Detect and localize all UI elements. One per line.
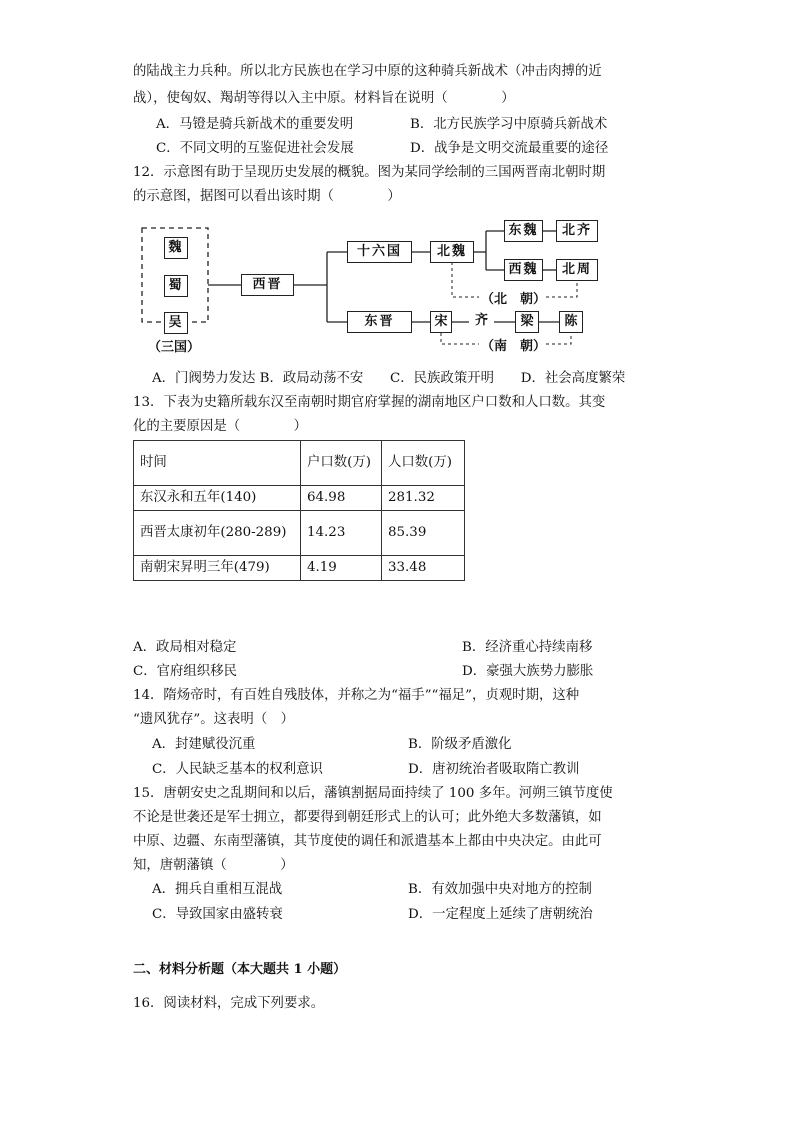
label-nanchao: （南 朝） <box>481 339 547 354</box>
table-cell: 4.19 <box>301 556 382 581</box>
table-cell: 64.98 <box>301 486 382 511</box>
q11-option-c: C．不同文明的互鉴促进社会发展 <box>156 141 354 156</box>
label-beichao: （北 朝） <box>481 292 547 307</box>
table-cell: 西晋太康初年(280-289) <box>134 511 301 556</box>
q12-options: A．门阀势力发达 B．政局动荡不安 C．民族政策开明 D．社会高度繁荣 <box>152 371 626 386</box>
q14-option-d: D．唐初统治者吸取隋亡教训 <box>408 762 580 777</box>
table-cell: 14.23 <box>301 511 382 556</box>
q11-option-d: D．战争是文明交流最重要的途径 <box>410 141 609 156</box>
table-cell: 281.32 <box>382 486 465 511</box>
box-song: 宋 <box>430 311 452 333</box>
q15-option-a: A．拥兵自重相互混战 <box>152 882 283 897</box>
table-row <box>134 556 465 581</box>
q15-option-d: D．一定程度上延续了唐朝统治 <box>408 907 593 922</box>
q13-option-d: D．豪强大族势力膨胀 <box>462 664 594 679</box>
q11-text-line-1: 的陆战主力兵种。所以北方民族也在学习中原的这种骑兵新战术（冲击肉搏的近 <box>133 64 602 79</box>
q11-text-line-2: 战），使匈奴、羯胡等得以入主中原。材料旨在说明（ ） <box>133 91 515 106</box>
box-liang: 梁 <box>515 311 539 333</box>
box-beiwei: 北魏 <box>430 241 474 263</box>
section-heading: 二、材料分析题（本大题共 1 小题） <box>133 962 347 977</box>
table-row <box>134 486 465 511</box>
q14-text-line-1: 14．隋炀帝时，有百姓自残肢体，并称之为“福手”“福足”，贞观时期，这种 <box>133 688 580 703</box>
q15-text-line-1: 15．唐朝安史之乱期间和以后，藩镇割据局面持续了 100 多年。河朔三镇节度使 <box>133 786 613 801</box>
table-cell: 南朝宋昇明三年(479) <box>134 556 301 581</box>
q13-option-c: C．官府组织移民 <box>133 664 237 679</box>
q13-text-line-2: 化的主要原因是（ ） <box>133 419 308 434</box>
q11-option-a: A．马镫是骑兵新战术的重要发明 <box>156 117 354 132</box>
table-cell: 东汉永和五年(140) <box>134 486 301 511</box>
label-sanguo: （三国） <box>148 340 201 355</box>
q13-option-b: B．经济重心持续南移 <box>462 640 593 655</box>
q15-option-c: C．导致国家由盛转衰 <box>152 907 283 922</box>
q15-text-line-4: 知，唐朝藩镇（ ） <box>133 858 294 873</box>
q12-text-line-2: 的示意图，据图可以看出该时期（ ） <box>133 189 401 204</box>
q13-option-a: A．政局相对稳定 <box>133 640 237 655</box>
population-table <box>133 440 465 581</box>
table-header-cell: 时间 <box>134 441 301 486</box>
box-shu: 蜀 <box>164 275 188 297</box>
box-dongjin: 东晋 <box>347 311 412 333</box>
box-wu: 吴 <box>164 312 188 334</box>
q14-option-c: C．人民缺乏基本的权利意识 <box>152 762 323 777</box>
q14-option-a: A．封建赋役沉重 <box>152 737 256 752</box>
box-qi: 齐 <box>469 311 494 333</box>
table-cell: 33.48 <box>382 556 465 581</box>
q14-text-line-2: “遗风犹存”。这表明（ ） <box>133 712 294 727</box>
table-cell: 85.39 <box>382 511 465 556</box>
box-wei: 魏 <box>164 237 188 259</box>
box-chen: 陈 <box>559 311 583 333</box>
box-beizhou: 北周 <box>556 259 598 281</box>
table-header-cell: 人口数(万) <box>382 441 465 486</box>
q14-option-b: B．阶级矛盾激化 <box>408 737 512 752</box>
box-beiqi: 北齐 <box>556 220 598 242</box>
q11-option-b: B．北方民族学习中原骑兵新战术 <box>410 117 608 132</box>
box-dongwei: 东魏 <box>504 220 543 242</box>
q15-text-line-3: 中原、边疆、东南型藩镇，其节度使的调任和派遣基本上都由中央决定。由此可 <box>133 834 602 849</box>
table-header-cell: 户口数(万) <box>301 441 382 486</box>
table-row <box>134 511 465 556</box>
box-shiliuguo: 十六国 <box>347 241 412 263</box>
box-xiwei: 西魏 <box>504 259 543 281</box>
q13-text-line-1: 13．下表为史籍所载东汉至南朝时期官府掌握的湖南地区户口数和人口数。其变 <box>133 395 606 410</box>
box-xijin: 西晋 <box>241 274 294 296</box>
q15-option-b: B．有效加强中央对地方的控制 <box>408 882 592 897</box>
q15-text-line-2: 不论是世袭还是军士拥立，都要得到朝廷形式上的认可；此外绝大多数藩镇，如 <box>133 810 602 825</box>
q12-text-line-1: 12．示意图有助于呈现历史发展的概貌。图为某同学绘制的三国两晋南北朝时期 <box>133 165 606 180</box>
q16-text: 16．阅读材料，完成下列要求。 <box>133 996 325 1011</box>
table-header-row <box>134 441 465 486</box>
